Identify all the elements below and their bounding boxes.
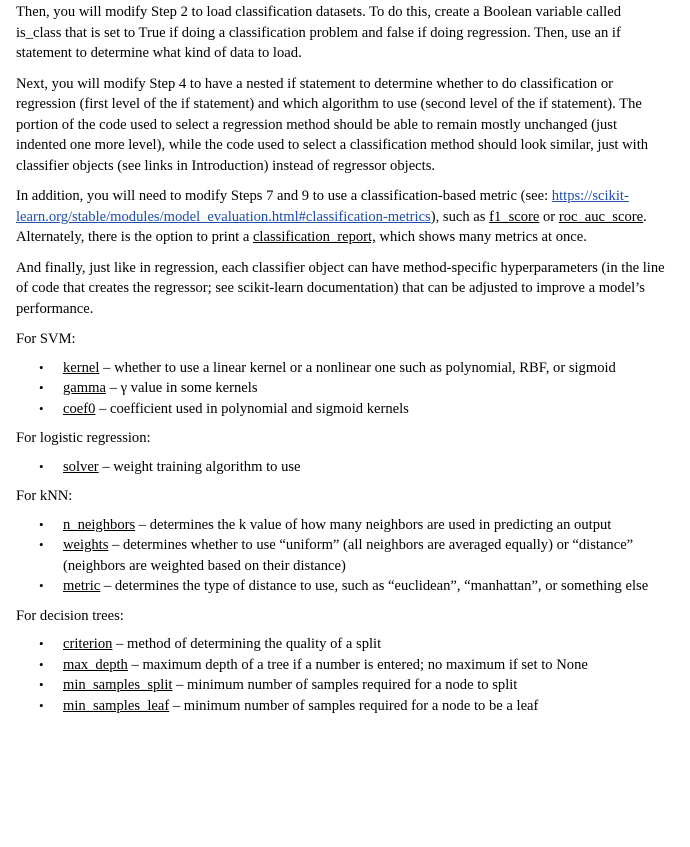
list-knn [16,515,666,597]
param-term: max_depth [63,656,128,673]
section-label-svm: For SVM: [16,331,76,347]
paragraph-metrics-text-3: or [539,208,559,225]
bullet-icon: • [39,359,44,375]
param-description: – minimum number of samples required for a node to be a leaf [169,697,539,714]
classification-report-term: classification_report, [252,229,376,245]
bullet-icon: • [39,636,44,651]
section-label-knn: For kNN: [16,488,73,504]
bullet-icon: • [39,656,44,672]
list-item [16,358,666,379]
list-item [16,634,666,655]
list-item [16,535,666,576]
param-description: – maximum depth of a tree if a number is entered; no maximum if set to None [127,656,588,673]
bullet-icon: • [39,516,44,532]
paragraph-metrics-text-2: ), such as [430,208,490,225]
param-description: – determines the type of distance to use, such as “euclidean”, “manhattan”, or something else [100,578,649,594]
list-svm [16,358,666,420]
param-term: gamma [63,380,106,396]
param-description: – determines whether to use “uniform” (all neighbors are averaged equally) or “distance” (neighbors are weighted based on their distance) [63,537,634,574]
param-description: – coefficient used in polynomial and sigmoid kernels [95,400,409,417]
param-term: solver [63,458,99,475]
param-term: min_samples_leaf [63,697,170,714]
paragraph-step2: Then, you will modify Step 2 to load classification datasets. To do this, create a Boolean variable called is_class that is set to True if doing a classification problem and false if doing regression. Then, use an if statement to determine what kind of data to load. [16,4,621,61]
bullet-icon: • [39,380,44,395]
list-decision-trees [16,634,666,716]
list-item [16,576,666,597]
list-item [16,675,666,696]
paragraph-step4: Next, you will modify Step 4 to have a nested if statement to determine whether to do classification or regression (first level of the if statement) and which algorithm to use (second level of the if statement). The portion of the code used to select a regression method should be able to remain mostly unchanged (just indented one more level), while the code used to select a classification method should look similar, just with classifier objects (see links in Introduction) instead of regressor objects. [16,75,649,174]
section-label-logistic-regression: For logistic regression: [16,430,151,446]
bullet-icon: • [39,677,44,692]
paragraph-metrics-text-5: which shows many metrics at once. [375,229,587,245]
param-description: – γ value in some kernels [105,380,258,396]
param-term: metric [63,578,101,594]
param-description: – whether to use a linear kernel or a nonlinear one such as polynomial, RBF, or sigmoid [99,359,616,376]
param-term: kernel [63,359,100,376]
list-item [16,457,666,478]
param-description: – determines the k value of how many neighbors are used in predicting an output [135,516,612,533]
param-description: – weight training algorithm to use [98,458,301,475]
list-item [16,378,666,399]
param-term: min_samples_split [63,677,173,693]
param-description: – minimum number of samples required for a node to split [172,677,518,693]
classification-metrics-link[interactable]: https://scikit-learn.org/stable/modules/model_evaluation.html#classification-metrics [16,188,629,225]
list-item [16,515,666,536]
bullet-icon: • [39,578,44,593]
list-item [16,655,666,676]
param-description: – method of determining the quality of a split [112,636,382,652]
paragraph-metrics [16,186,666,248]
bullet-icon: • [39,458,44,474]
param-term: n_neighbors [63,516,136,533]
roc-auc-score-term: roc_auc_score [558,208,644,225]
list-item [16,696,666,717]
section-label-decision-trees: For decision trees: [16,607,124,624]
param-term: criterion [63,636,113,652]
param-term: coef0 [63,400,96,417]
paragraph-metrics-text-4: . Alternately, there is the option to print a [16,208,647,245]
list-logistic-regression [16,457,666,478]
bullet-icon: • [39,537,44,552]
bullet-icon: • [39,400,44,416]
param-term: weights [63,537,109,553]
list-item [16,399,666,420]
paragraph-metrics-text-1: In addition, you will need to modify Steps 7 and 9 to use a classification-based metric (see: [16,188,552,204]
f1-score-term: f1_score [489,208,540,225]
paragraph-hyperparameters: And finally, just like in regression, each classifier object can have method-specific hyperparameters (in the line of code that creates the regressor; see scikit-learn documentation) that can be adjusted to improve a model’s performance. [16,259,665,317]
bullet-icon: • [39,697,44,713]
